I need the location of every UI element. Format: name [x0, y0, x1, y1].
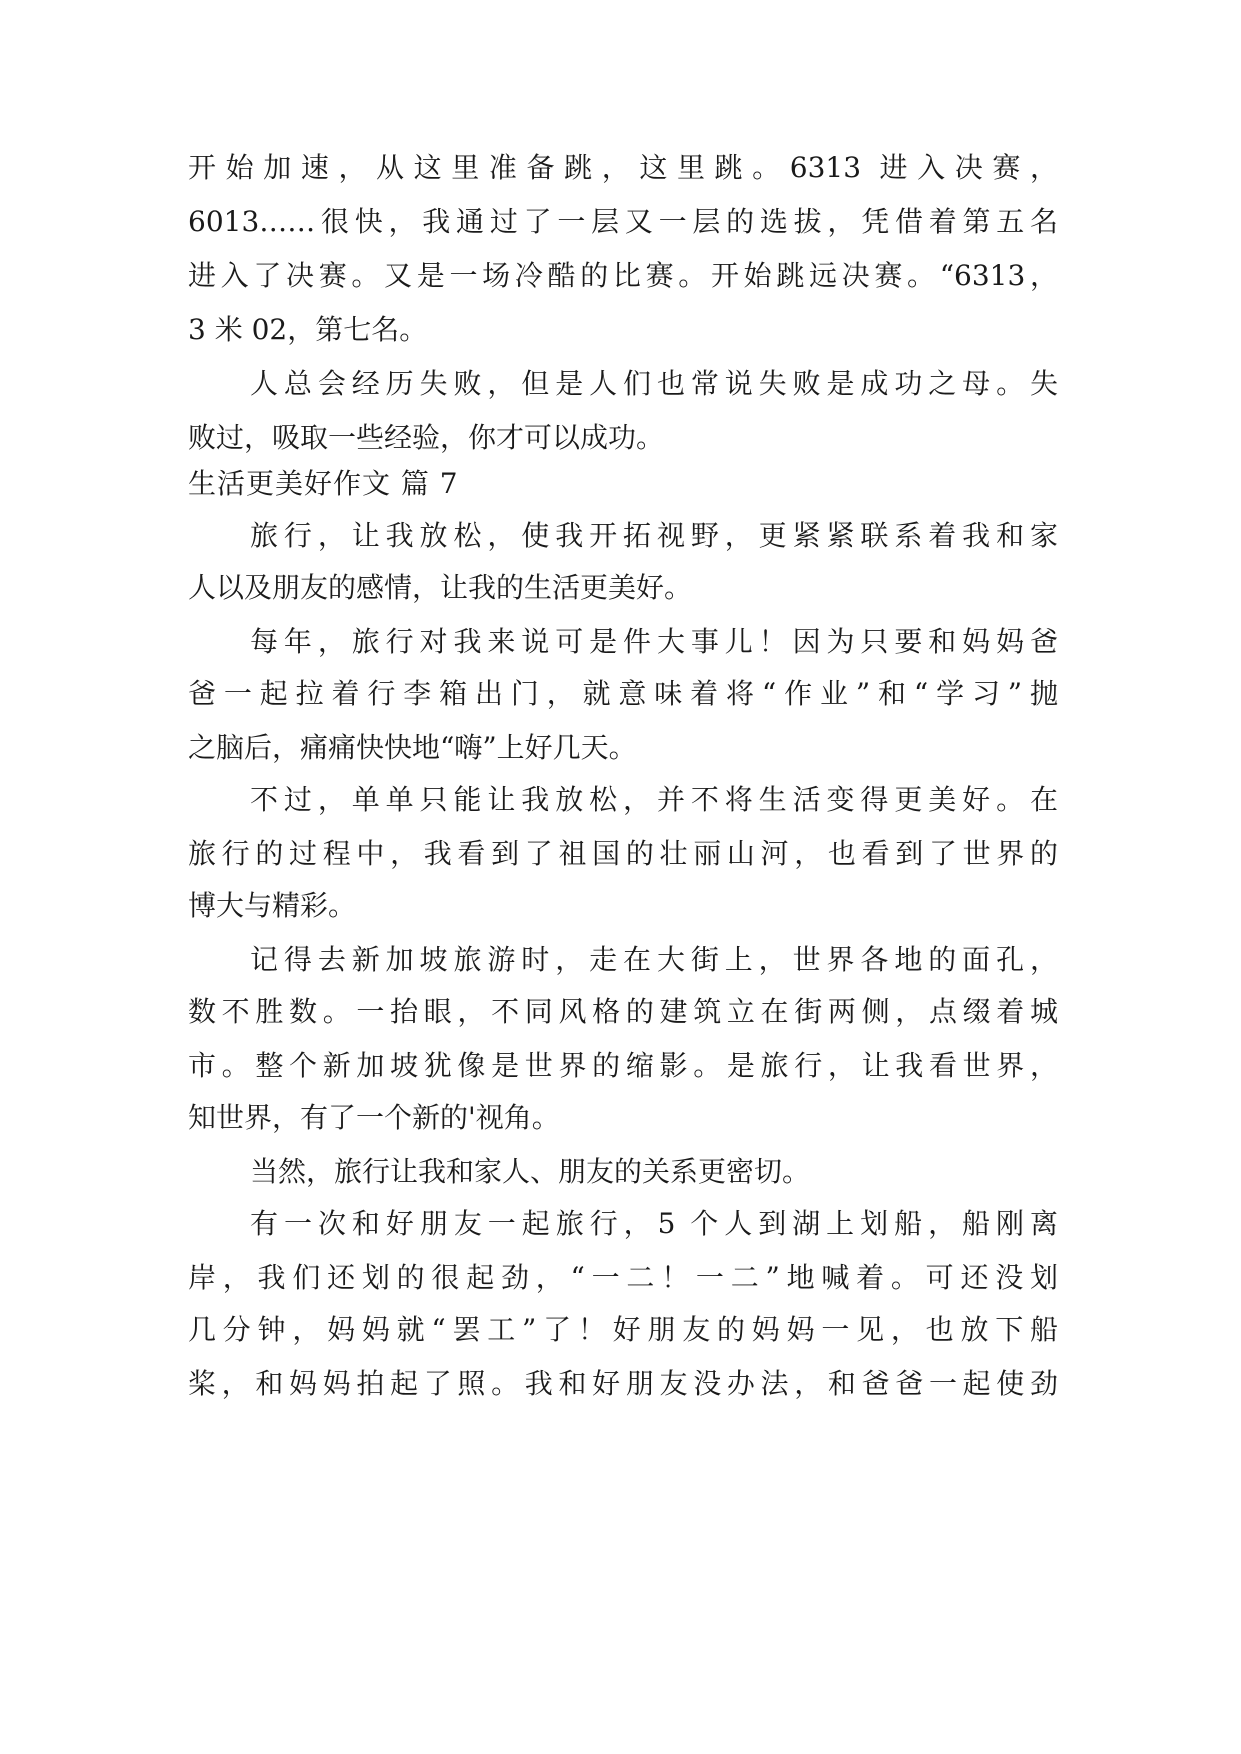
paragraph-start-line: 记得去新加坡旅游时，走在大街上，世界各地的面孔，	[250, 943, 1058, 976]
paragraph-start-line: 当然，旅行让我和家人、朋友的关系更密切。	[250, 1155, 811, 1188]
paragraph-start-line: 不过，单单只能让我放松，并不将生活变得更美好。在	[250, 783, 1058, 816]
section-heading: 生活更美好作文 篇 7	[188, 467, 459, 500]
paragraph-start-line: 旅行，让我放松，使我开拓视野，更紧紧联系着我和家	[250, 519, 1058, 552]
text-line: 开始加速，从这里准备跳，这里跳。6313 进入决赛，	[188, 151, 1058, 184]
text-line: 3 米 02，第七名。	[188, 313, 428, 346]
text-line: 数不胜数。一抬眼，不同风格的建筑立在街两侧，点缀着城	[188, 995, 1058, 1028]
text-line: 旅行的过程中，我看到了祖国的壮丽山河，也看到了世界的	[188, 837, 1058, 870]
text-line: 几分钟，妈妈就“罢工”了！好朋友的妈妈一见，也放下船	[188, 1313, 1058, 1346]
paragraph-start-line: 每年，旅行对我来说可是件大事儿！因为只要和妈妈爸	[250, 625, 1058, 658]
text-line: 知世界，有了一个新的'视角。	[188, 1101, 560, 1134]
text-line: 进入了决赛。又是一场冷酷的比赛。开始跳远决赛。“6313，	[188, 259, 1058, 292]
paragraph-start-line: 有一次和好朋友一起旅行，5 个人到湖上划船，船刚离	[250, 1207, 1058, 1240]
paragraph-start-line: 人总会经历失败，但是人们也常说失败是成功之母。失	[250, 367, 1058, 400]
text-line: 6013……很快，我通过了一层又一层的选拔，凭借着第五名	[188, 205, 1058, 238]
text-line: 之脑后，痛痛快快地“嗨”上好几天。	[188, 731, 637, 764]
text-line: 桨，和妈妈拍起了照。我和好朋友没办法，和爸爸一起使劲	[188, 1367, 1058, 1400]
text-line: 市。整个新加坡犹像是世界的缩影。是旅行，让我看世界，	[188, 1049, 1058, 1082]
text-line: 岸，我们还划的很起劲，“一二！一二”地喊着。可还没划	[188, 1261, 1058, 1294]
text-line: 人以及朋友的感情，让我的生活更美好。	[188, 571, 693, 604]
text-line: 爸一起拉着行李箱出门，就意味着将“作业”和“学习”抛	[188, 677, 1058, 710]
text-line: 博大与精彩。	[188, 889, 357, 922]
text-line: 败过，吸取一些经验，你才可以成功。	[188, 421, 665, 454]
